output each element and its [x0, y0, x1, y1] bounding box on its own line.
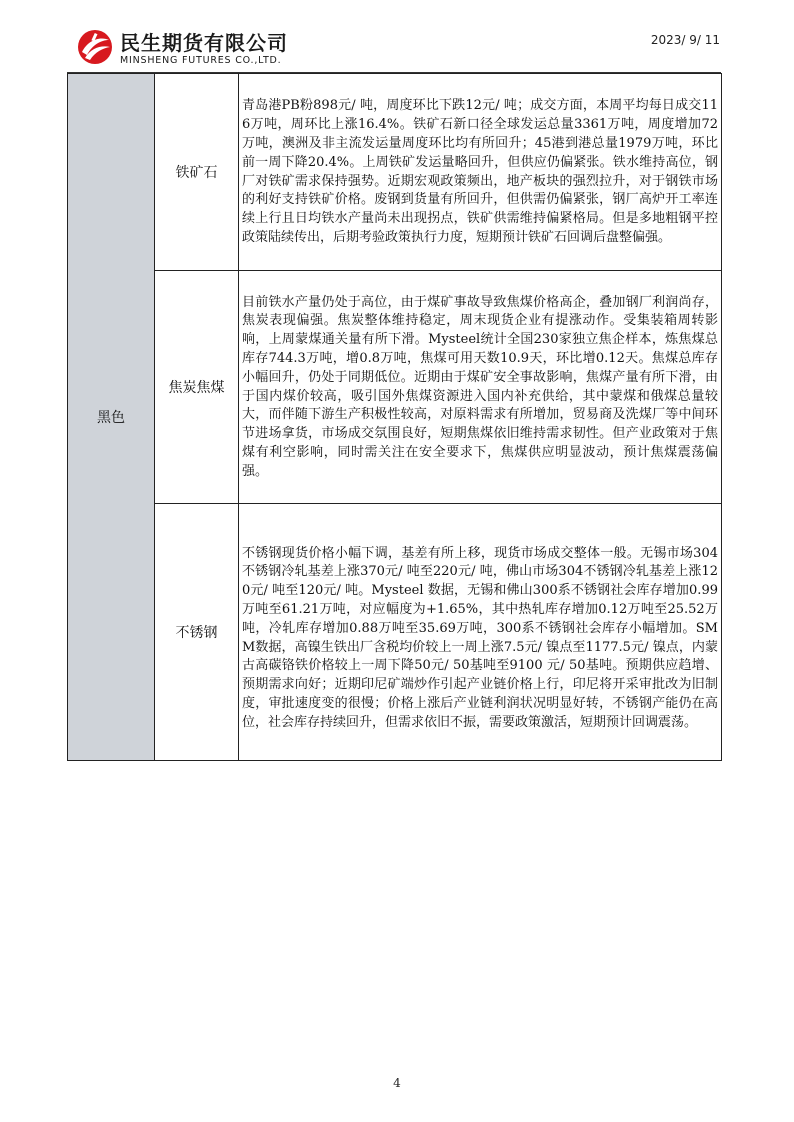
- commodity-label-iron-ore: 铁矿石: [175, 165, 218, 181]
- commodity-text-cell: [239, 74, 722, 271]
- company-name-en: MINSHENG FUTURES CO.,LTD.: [120, 55, 282, 66]
- group-label-cell: [68, 74, 155, 761]
- commodity-label-cell: [155, 504, 239, 761]
- commodity-table: [67, 73, 722, 761]
- commodity-label-coke-coal: 焦炭焦煤: [168, 380, 225, 396]
- table-row: [68, 504, 722, 761]
- commodity-text-iron-ore: 青岛港PB粉898元/ 吨，周度环比下跌12元/ 吨；成交方面，本周平均每日成交116万吨，周环比上涨16.4%。铁矿石新口径全球发运总量3361万吨，周度增加72万吨，澳洲及非主流发运量周度环比均有所回升；45港到港总量1979万吨，环比前一周下降20.4%。上周铁矿发运量略回升，但供应仍偏紧张。铁水维持高位，钢厂对铁矿需求保持强势。近期宏观政策频出，地产板块的强烈拉升，对于钢铁市场的利好支持铁矿价格。废钢到货量有所回升，但供需仍偏紧张，钢厂高炉开工率连续上行且日均铁水产量尚未出现拐点，铁矿供需维持偏紧格局。但是多地粗钢平控政策陆续传出，后期考验政策执行力度，短期预计铁矿石回调后盘整偏强。: [242, 98, 718, 245]
- table-row: [68, 271, 722, 504]
- commodity-label-cell: [155, 271, 239, 504]
- commodity-text-coke-coal: 目前铁水产量仍处于高位，由于煤矿事故导致焦煤价格高企，叠加钢厂利润尚存，焦炭表现偏强。焦炭整体维持稳定，周末现货企业有提涨动作。受集装箱周转影响，上周蒙煤通关量有所下滑。Mysteel统计全国230家独立焦企样本，炼焦煤总库存744.3万吨，增0.8万吨，焦煤可用天数10.9天，环比增0.12天。焦煤总库存小幅回升，仍处于同期低位。近期由于煤矿安全事故影响，焦煤产量有所下滑，由于国内煤价较高，吸引国外焦煤资源进入国内补充供给，其中蒙煤和俄煤总量较大，而伴随下游生产积极性较高，对原料需求有所增加，贸易商及洗煤厂等中间环节进场拿货，市场成交氛围良好，短期焦煤依旧维持需求韧性。但产业政策对于焦煤有利空影响，同时需关注在安全要求下，焦煤供应明显波动，预计焦煤震荡偏强。: [242, 294, 718, 479]
- report-date: 2023/ 9/ 11: [650, 33, 720, 47]
- company-logo: [76, 26, 316, 70]
- commodity-text-cell: [239, 271, 722, 504]
- minsheng-logo-icon: [76, 28, 114, 66]
- commodity-label-stainless-steel: 不锈钢: [175, 625, 218, 641]
- commodity-text-stainless-steel: 不锈钢现货价格小幅下调，基差有所上移，现货市场成交整体一般。无锡市场304不锈钢冷轧基差上涨370元/ 吨至220元/ 吨，佛山市场304不锈钢冷轧基差上涨120元/ 吨至120元/ 吨。Mysteel 数据，无锡和佛山300系不锈钢社会库存增加0.99万吨至61.21万吨，对应幅度为+1.65%，其中热轧库存增加0.12万吨至25.52万吨，冷轧库存增加0.88万吨至35.69万吨，300系不锈钢社会库存小幅增加。SMM数据，高镍生铁出厂含税均价较上一周上涨7.5元/ 镍点至1177.5元/ 镍点，内蒙古高碳铬铁价格较上一周下降50元/ 50基吨至9100 元/ 50基吨。预期供应趋增、预期需求向好；近期印尼矿端炒作引起产业链价格上行，印尼将开采审批改为旧制度，审批速度变的很慢；价格上涨后产业链利润状况明显好转，不锈钢产能仍在高位，社会库存持续回升，但需求依旧不振，需要政策激活，短期预计回调震荡。: [242, 545, 718, 730]
- commodity-text-cell: [239, 504, 722, 761]
- page-header: [0, 0, 794, 74]
- group-label: 黑色: [97, 410, 125, 426]
- company-name-cn: 民生期货有限公司: [120, 31, 288, 55]
- commodity-label-cell: [155, 74, 239, 271]
- page-number: 4: [393, 1076, 401, 1090]
- table-row: [68, 74, 722, 271]
